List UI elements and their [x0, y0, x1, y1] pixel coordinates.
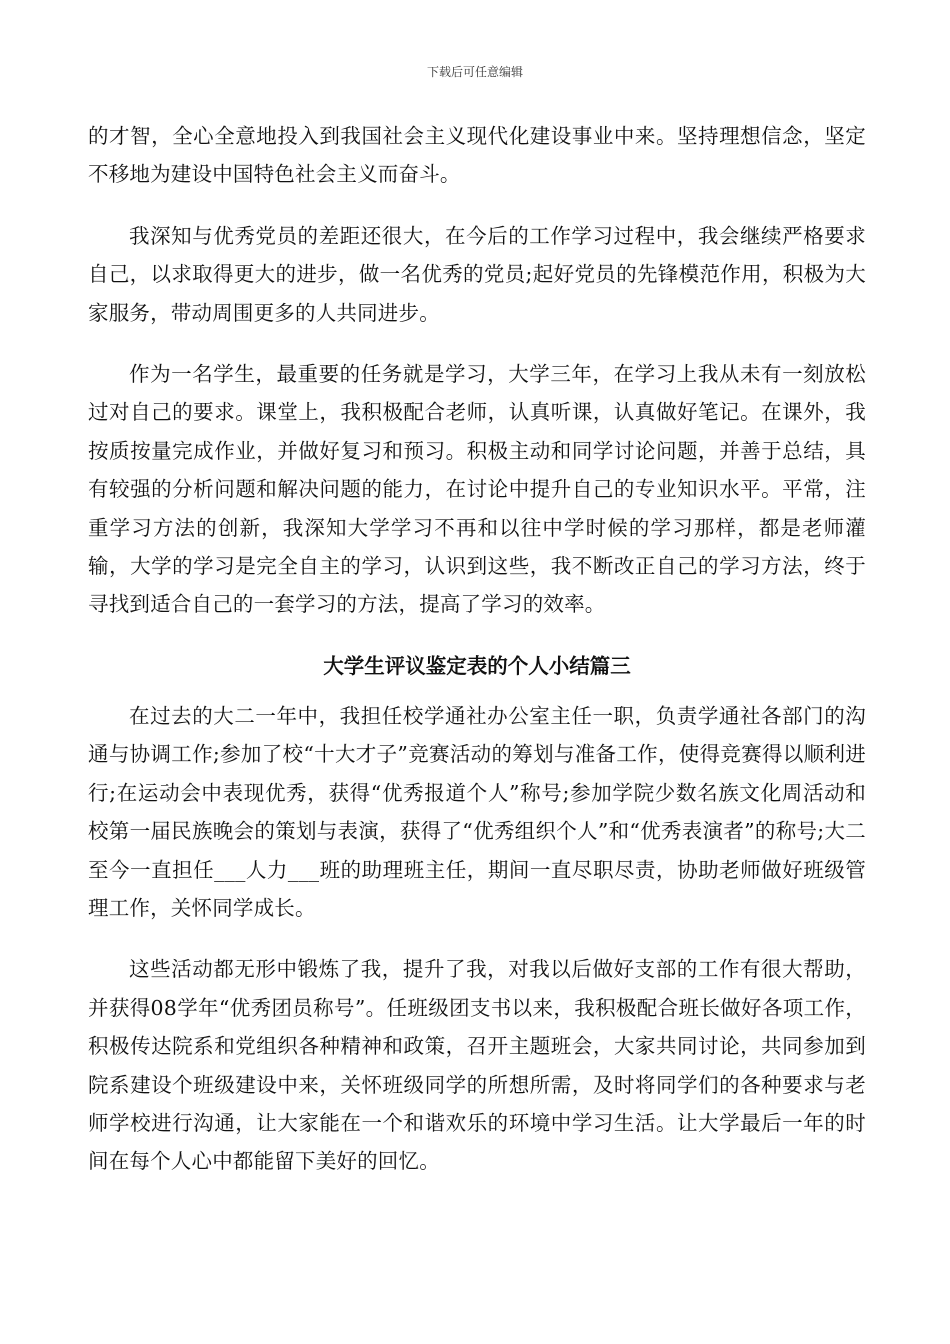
page-header-note: 下载后可任意编辑 — [426, 65, 523, 79]
paragraph-self-assessment: 我深知与优秀党员的差距还很大，在今后的工作学习过程中，我会继续严格要求自己，以求取得更大的进步，做一名优秀的党员;起好党员的先锋模范作用，积极为大家服务，带动周围更多的人共同进步。 — [88, 223, 866, 325]
document-body — [88, 117, 866, 1181]
paragraph-growth: 这些活动都无形中锻炼了我，提升了我，对我以后做好支部的工作有很大帮助，并获得08学年“优秀团员称号”。任班级团支书以来，我积极配合班长做好各项工作，积极传达院系和党组织各种精神和政策，召开主题班会，大家共同讨论，共同参加到院系建设个班级建设中来，关怀班级同学的所想所需，及时将同学们的各种要求与老师学校进行沟通，让大家能在一个和谐欢乐的环境中学习生活。让大学最后一年的时间在每个人心中都能留下美好的回忆。 — [88, 957, 866, 1174]
paragraph-gap — [88, 927, 866, 950]
section-title: 大学生评议鉴定表的个人小结篇三 — [323, 653, 631, 678]
paragraph-activities: 在过去的大二一年中，我担任校学通社办公室主任一职，负责学通社各部门的沟通与协调工作;参加了校“十大才子”竞赛活动的筹划与准备工作，使得竞赛得以顺利进行;在运动会中表现优秀，获得“优秀报道个人”称号;参加学院少数名族文化周活动和校第一届民族晚会的策划与表演，获得了“优秀组织个人”和“优秀表演者”的称号;大二至今一直担任___人力___班的助理班主任，期间一直尽职尽责，协助老师做好班级管理工作，关怀同学成长。 — [88, 703, 866, 920]
paragraph-study: 作为一名学生，最重要的任务就是学习，大学三年，在学习上我从未有一刻放松过对自己的要求。课堂上，我积极配合老师，认真听课，认真做好笔记。在课外，我按质按量完成作业，并做好复习和预习。积极主动和同学讨论问题，并善于总结，具有较强的分析问题和解决问题的能力，在讨论中提升自己的专业知识水平。平常，注重学习方法的创新，我深知大学学习不再和以往中学时候的学习那样，都是老师灌输，大学的学习是完全自主的学习，认识到这些，我不断改正自己的学习方法，终于寻找到适合自己的一套学习的方法，提高了学习的效率。 — [88, 362, 866, 617]
paragraph-continuation: 的才智，全心全意地投入到我国社会主义现代化建设事业中来。坚持理想信念，坚定不移地为建设中国特色社会主义而奋斗。 — [88, 124, 866, 187]
paragraph-gap — [88, 194, 866, 217]
paragraph-gap — [88, 332, 866, 355]
paragraph-gap — [88, 624, 866, 647]
paragraph-gap — [88, 685, 866, 697]
